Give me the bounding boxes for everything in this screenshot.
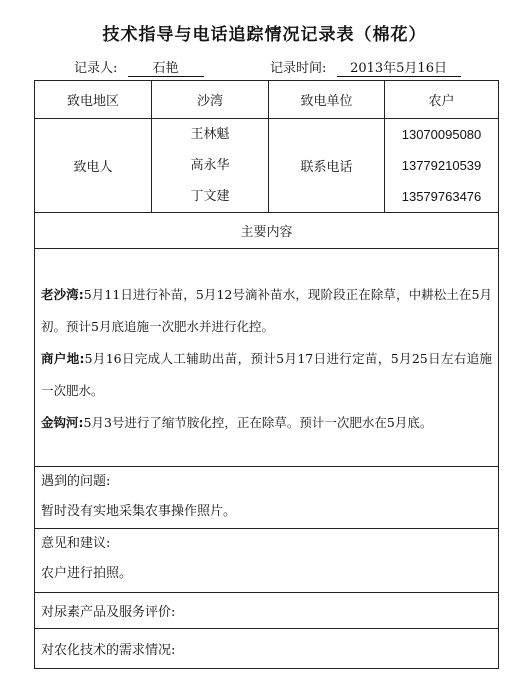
tech-needs-label: 对农化技术的需求情况: bbox=[35, 629, 499, 669]
record-time-value: 2013年5月16日 bbox=[337, 62, 461, 77]
caller-name: 高永华 bbox=[190, 158, 230, 173]
record-time-label: 记录时间: bbox=[270, 61, 327, 76]
main-content-label: 主要内容 bbox=[35, 213, 499, 249]
paragraph-text: 5月3号进行了缩节胺化控，正在除草。预计一次肥水在5月底。 bbox=[83, 415, 433, 430]
caller-names bbox=[152, 119, 269, 213]
suggestions-text: 农户进行拍照。 bbox=[41, 566, 133, 581]
place-name: 商户地: bbox=[41, 351, 85, 366]
evaluation-label: 对尿素产品及服务评价: bbox=[35, 593, 499, 629]
phone-numbers bbox=[385, 119, 499, 213]
header-row bbox=[35, 81, 499, 119]
problems-text: 暂时没有实地采集农事操作照片。 bbox=[41, 504, 237, 519]
tech-needs-row bbox=[35, 629, 499, 669]
content-paragraph bbox=[35, 407, 498, 439]
recorder-value: 石艳 bbox=[128, 62, 204, 77]
suggestions-label: 意见和建议: bbox=[41, 536, 111, 551]
main-content-row bbox=[35, 249, 499, 467]
header-unit-label: 致电单位 bbox=[269, 81, 385, 119]
header-region-label: 致电地区 bbox=[35, 81, 152, 119]
phone-number: 13579763476 bbox=[401, 189, 482, 204]
caller-name: 王林魁 bbox=[190, 127, 230, 142]
evaluation-row bbox=[35, 593, 499, 629]
problems-row bbox=[35, 467, 499, 529]
content-paragraph bbox=[35, 279, 498, 343]
header-unit-value: 农户 bbox=[385, 81, 499, 119]
place-name: 老沙湾: bbox=[41, 287, 84, 302]
problems-label: 遇到的问题: bbox=[41, 474, 111, 489]
recorder-label: 记录人: bbox=[74, 61, 118, 76]
phone-number: 13070095080 bbox=[401, 127, 482, 142]
suggestions-section bbox=[35, 529, 499, 593]
caller-name: 丁文建 bbox=[190, 189, 230, 204]
recorder-field bbox=[74, 57, 204, 77]
paragraph-text: 5月11日进行补苗，5月12号滴补苗水，现阶段正在除草，中耕松土在5月初。预计5月底追施一次肥水并进行化控。 bbox=[41, 287, 493, 334]
content-paragraph bbox=[35, 343, 498, 407]
phone-number: 13779210539 bbox=[401, 158, 482, 173]
record-table bbox=[34, 80, 499, 669]
record-time-field bbox=[270, 57, 461, 77]
problems-section bbox=[35, 467, 499, 529]
contact-label: 联系电话 bbox=[269, 119, 385, 213]
paragraph-text: 5月16日完成人工辅助出苗，预计5月17日进行定苗，5月25日左右追施一次肥水。 bbox=[41, 351, 493, 398]
place-name: 金钩河: bbox=[41, 415, 84, 430]
document-title: 技术指导与电话追踪情况记录表（棉花） bbox=[102, 25, 427, 45]
main-content-header-row bbox=[35, 213, 499, 249]
caller-label: 致电人 bbox=[35, 119, 152, 213]
header-region-value: 沙湾 bbox=[152, 81, 269, 119]
main-content-body bbox=[35, 249, 499, 467]
suggestions-row bbox=[35, 529, 499, 593]
caller-row bbox=[35, 119, 499, 213]
